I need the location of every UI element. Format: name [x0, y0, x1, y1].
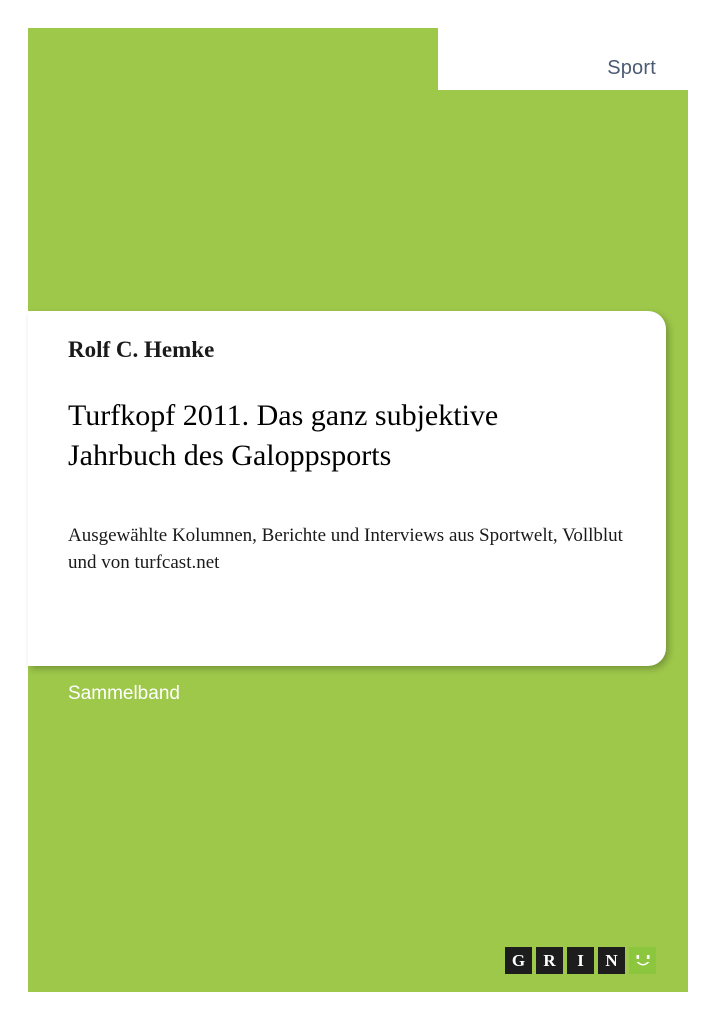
publisher-logo — [505, 947, 656, 974]
smiley-icon — [629, 947, 656, 974]
logo-letter-r: R — [536, 947, 563, 974]
logo-letter-n: N — [598, 947, 625, 974]
cover-green-panel — [28, 28, 688, 992]
logo-letter-g: G — [505, 947, 532, 974]
corner-fold — [383, 28, 438, 90]
title-card — [28, 311, 666, 666]
book-title: Turfkopf 2011. Das ganz subjektive Jahrbuch des Galoppsports — [68, 399, 499, 472]
category-label: Sport — [607, 57, 656, 79]
book-subtitle: Ausgewählte Kolumnen, Berichte und Interviews aus Sportwelt, Vollblut und von turfcast.net — [68, 525, 623, 573]
series-label: Sammelband — [68, 683, 180, 704]
author-name: Rolf C. Hemke — [68, 337, 215, 362]
logo-letter-i: I — [567, 947, 594, 974]
